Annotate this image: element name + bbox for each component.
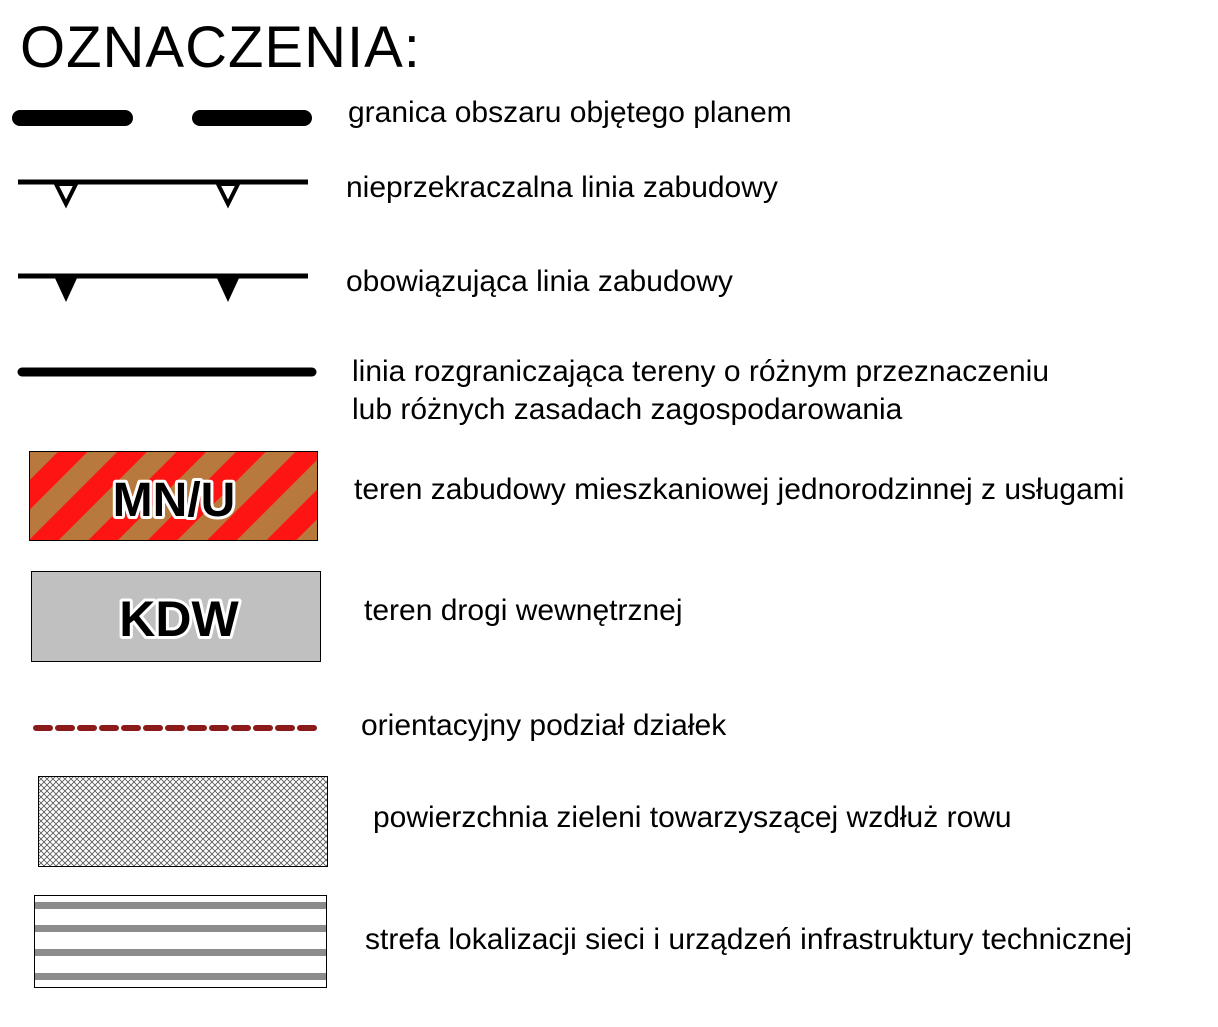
kdw-zone-symbol (31, 571, 321, 663)
legend-label-mandatory-line: obowiązująca linia zabudowy (346, 265, 733, 298)
greenery-zone-symbol (38, 776, 328, 868)
legend-label-parcel-division: orientacyjny podział działek (361, 709, 727, 742)
legend-label-demarcation-line-2: lub różnych zasadach zagospodarowania (352, 393, 903, 426)
mnu-zone-symbol (29, 451, 318, 541)
demarcation-line-symbol (14, 362, 324, 382)
non-exceedable-building-line-symbol (10, 170, 320, 212)
legend-label-plan-boundary: granica obszaru objętego planem (348, 96, 792, 129)
plan-boundary-symbol (10, 100, 310, 136)
legend-label-non-exceedable-line: nieprzekraczalna linia zabudowy (346, 171, 778, 204)
parcel-division-symbol (30, 718, 320, 738)
legend-label-greenery: powierzchnia zieleni towarzyszącej wzdłuż rowu (373, 801, 1012, 834)
mandatory-building-line-symbol (10, 266, 320, 308)
legend-label-kdw: teren drogi wewnętrznej (364, 594, 683, 627)
legend-label-infrastructure: strefa lokalizacji sieci i urządzeń infrastruktury technicznej (365, 923, 1132, 956)
legend-label-mnu: teren zabudowy mieszkaniowej jednorodzinnej z usługami (354, 473, 1125, 506)
legend-label-demarcation-line-1: linia rozgraniczająca tereny o różnym przeznaczeniu (352, 355, 1050, 388)
legend-title: OZNACZENIA: (20, 15, 421, 80)
mnu-code: MN/U (112, 474, 236, 527)
kdw-code: KDW (119, 591, 239, 647)
infrastructure-zone-symbol (34, 895, 328, 989)
